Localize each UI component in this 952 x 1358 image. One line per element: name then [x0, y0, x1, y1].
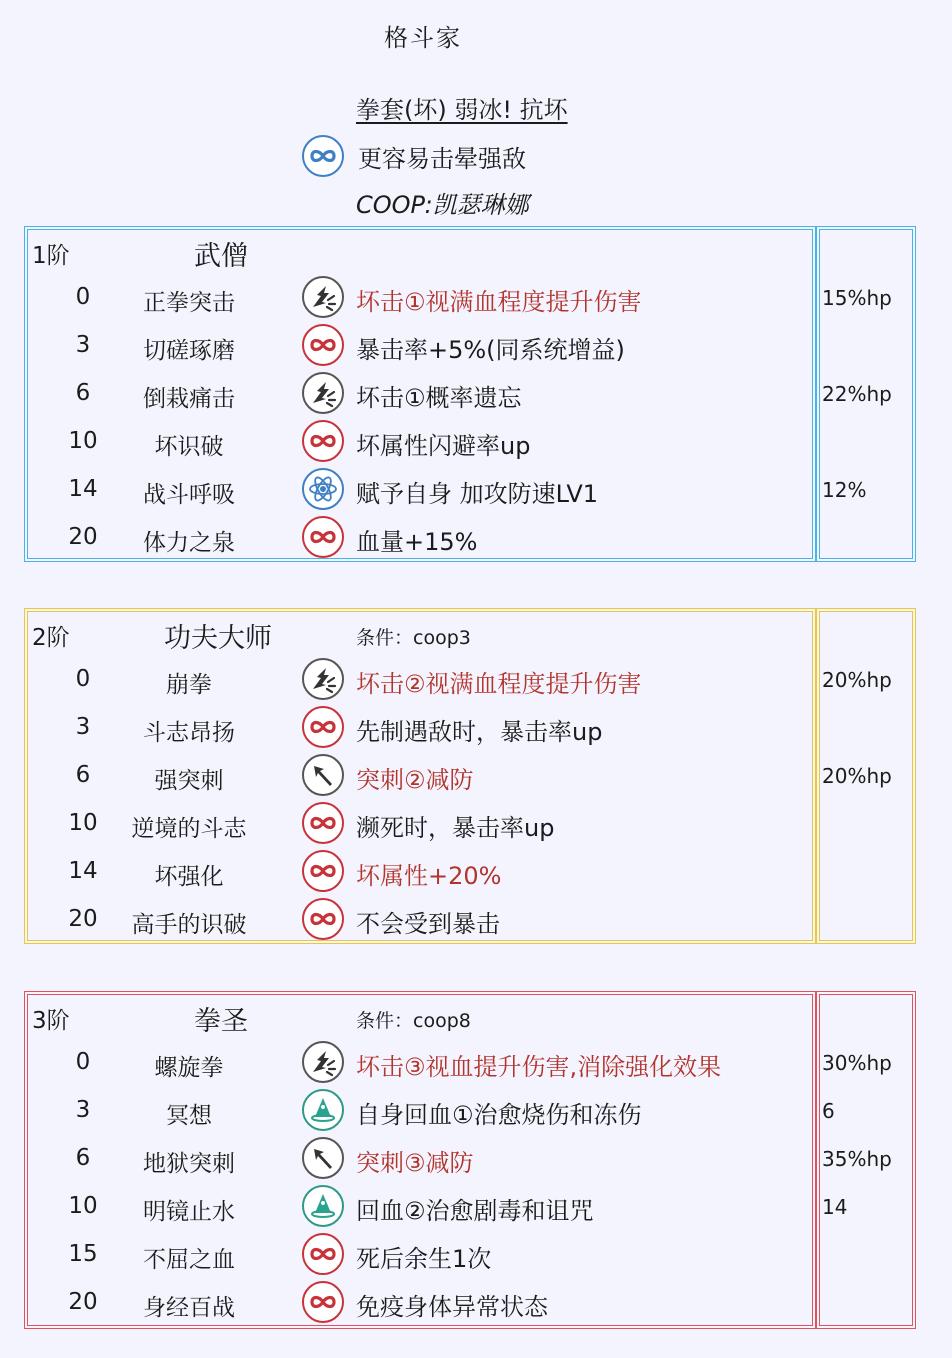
heal-icon	[302, 1185, 344, 1227]
skill-level: 0	[75, 1049, 91, 1075]
skill-description: 坏属性+20%	[356, 862, 502, 890]
skill-name: 战斗呼吸	[143, 482, 235, 508]
skill-description: 坏击③视血提升伤害,消除强化效果	[356, 1053, 722, 1081]
skill-level: 10	[68, 810, 98, 836]
skill-row	[24, 1135, 916, 1183]
skill-name: 高手的识破	[131, 912, 247, 938]
skill-row	[24, 896, 916, 944]
skill-name: 不屈之血	[143, 1247, 235, 1273]
tier-condition: 条件：coop8	[356, 1010, 471, 1032]
infinity-icon	[302, 898, 344, 940]
skill-row	[24, 514, 916, 562]
skill-description: 血量+15%	[356, 528, 478, 556]
skill-name: 地狱突刺	[143, 1151, 235, 1177]
infinity-icon	[302, 1233, 344, 1275]
skill-description: 回血②治愈剧毒和诅咒	[356, 1197, 594, 1225]
shatter-icon	[302, 276, 344, 318]
skill-description: 坏击①概率遗忘	[356, 384, 522, 412]
infinity-icon	[302, 135, 344, 177]
page-title: 格斗家	[384, 24, 462, 52]
infinity-icon	[302, 1281, 344, 1323]
skill-description: 不会受到暴击	[356, 910, 500, 938]
skill-name: 身经百战	[143, 1295, 235, 1321]
skill-level: 6	[75, 762, 91, 788]
tier-name: 拳圣	[194, 1006, 248, 1037]
infinity-icon	[302, 802, 344, 844]
skill-description: 坏属性闪避率up	[356, 432, 531, 460]
skill-level: 14	[68, 476, 98, 502]
skill-row	[24, 848, 916, 896]
shatter-icon	[302, 1041, 344, 1083]
skill-row	[24, 1183, 916, 1231]
tier-label: 3阶	[32, 1008, 70, 1034]
tier-name: 功夫大师	[164, 623, 272, 654]
skill-value: 35%hp	[822, 1147, 892, 1171]
skill-row	[24, 418, 916, 466]
skill-level: 10	[68, 1193, 98, 1219]
skill-description: 坏击①视满血程度提升伤害	[356, 288, 642, 316]
tier-name: 武僧	[194, 241, 248, 272]
skill-value: 6	[822, 1099, 835, 1123]
skill-name: 切磋琢磨	[143, 338, 235, 364]
infinity-icon	[302, 850, 344, 892]
skill-name: 螺旋拳	[154, 1055, 224, 1081]
skill-level: 0	[75, 284, 91, 310]
tier-panel-2	[24, 608, 916, 944]
skill-description: 突刺③减防	[356, 1149, 474, 1177]
skill-level: 20	[68, 524, 98, 550]
skill-value: 15%hp	[822, 286, 892, 310]
skill-value: 20%hp	[822, 764, 892, 788]
skill-level: 0	[75, 666, 91, 692]
skill-name: 强突刺	[154, 768, 224, 794]
skill-description: 死后余生1次	[356, 1245, 492, 1273]
tier-panel-1	[24, 226, 916, 562]
skill-name: 斗志昂扬	[143, 720, 235, 746]
skill-row	[24, 322, 916, 370]
infinity-icon	[302, 706, 344, 748]
skill-row	[24, 1231, 916, 1279]
skill-row	[24, 656, 916, 704]
thrust-icon	[302, 1137, 344, 1179]
skill-row	[24, 752, 916, 800]
skill-row	[24, 1087, 916, 1135]
skill-level: 20	[68, 906, 98, 932]
skill-name: 坏识破	[154, 434, 224, 460]
skill-level: 3	[75, 332, 91, 358]
thrust-icon	[302, 754, 344, 796]
skill-level: 6	[75, 1145, 91, 1171]
skill-name: 冥想	[166, 1103, 212, 1129]
atom-icon	[302, 468, 344, 510]
skill-name: 坏强化	[154, 864, 224, 890]
skill-level: 10	[68, 428, 98, 454]
tier-label: 2阶	[32, 625, 70, 651]
skill-row	[24, 274, 916, 322]
skill-name: 倒栽痛击	[143, 386, 235, 412]
skill-row	[24, 704, 916, 752]
skill-description: 先制遇敌时，暴击率up	[356, 718, 603, 746]
skill-row	[24, 800, 916, 848]
skill-level: 14	[68, 858, 98, 884]
coop-partner: COOP:凯瑟琳娜	[356, 191, 529, 219]
skill-description: 濒死时，暴击率up	[356, 814, 555, 842]
skill-value: 22%hp	[822, 382, 892, 406]
skill-level: 3	[75, 714, 91, 740]
weapon-info: 拳套(坏) 弱冰! 抗坏	[356, 96, 568, 124]
infinity-icon	[302, 324, 344, 366]
passive-text: 更容易击晕强敌	[358, 144, 526, 173]
tier-panel-3	[24, 991, 916, 1329]
heal-icon	[302, 1089, 344, 1131]
infinity-icon	[302, 420, 344, 462]
skill-row	[24, 370, 916, 418]
skill-name: 逆境的斗志	[131, 816, 247, 842]
skill-name: 正拳突击	[143, 290, 235, 316]
shatter-icon	[302, 372, 344, 414]
tier-label: 1阶	[32, 243, 70, 269]
skill-value: 14	[822, 1195, 848, 1219]
skill-level: 6	[75, 380, 91, 406]
skill-row	[24, 1039, 916, 1087]
skill-value: 20%hp	[822, 668, 892, 692]
skill-level: 20	[68, 1289, 98, 1315]
skill-level: 3	[75, 1097, 91, 1123]
skill-description: 坏击②视满血程度提升伤害	[356, 670, 642, 698]
skill-description: 免疫身体异常状态	[356, 1293, 548, 1321]
skill-row	[24, 1279, 916, 1327]
skill-description: 突刺②减防	[356, 766, 474, 794]
skill-name: 崩拳	[166, 672, 212, 698]
skill-description: 暴击率+5%(同系统增益)	[356, 336, 625, 364]
skill-value: 12%	[822, 478, 867, 502]
infinity-icon	[302, 516, 344, 558]
skill-row	[24, 466, 916, 514]
skill-name: 体力之泉	[143, 530, 235, 556]
skill-level: 15	[68, 1241, 98, 1267]
skill-description: 赋予自身 加攻防速LV1	[356, 480, 599, 508]
shatter-icon	[302, 658, 344, 700]
passive-skill	[302, 136, 526, 176]
skill-value: 30%hp	[822, 1051, 892, 1075]
skill-name: 明镜止水	[143, 1199, 235, 1225]
skill-description: 自身回血①治愈烧伤和冻伤	[356, 1101, 642, 1129]
tier-condition: 条件：coop3	[356, 627, 471, 649]
